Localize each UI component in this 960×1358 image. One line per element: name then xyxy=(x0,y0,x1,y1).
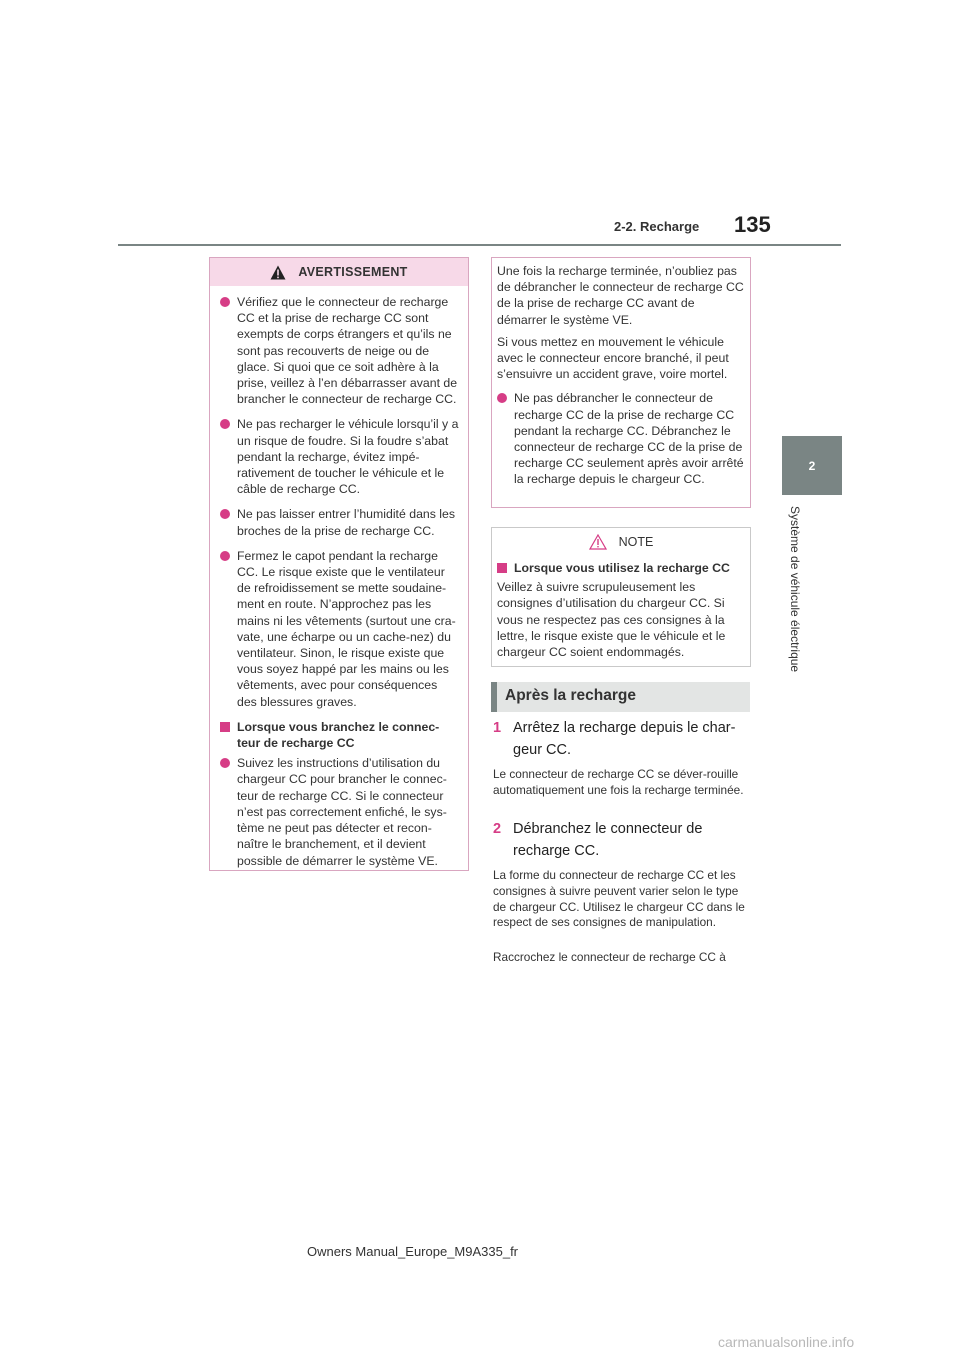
list-item: Ne pas recharger le véhicule lorsqu’il y a un risque de foudre. Si la foudre s’abat pendant la recharge, évitez impé-rativement de toucher le véhicule et le câble de recharge CC. xyxy=(220,416,459,497)
bullet-icon xyxy=(220,297,230,307)
chapter-number: 2 xyxy=(808,458,816,473)
warning-paragraph: Si vous mettez en mouvement le véhicule avec le connecteur encore branché, il peut s’ensuivre un accident grave, voire mortel. xyxy=(497,334,729,382)
header-rule xyxy=(118,244,841,246)
step-text: Arrêtez la recharge depuis le char- xyxy=(513,720,736,736)
note-header xyxy=(492,528,750,556)
bullet-icon xyxy=(497,393,507,403)
bullet-icon xyxy=(220,419,230,429)
step-text: recharge CC. xyxy=(513,843,600,859)
step-text: Débranchez le connecteur de xyxy=(513,821,703,837)
step-description: La forme du connecteur de recharge CC et les consignes à suivre peuvent varier selon le type de chargeur CC. Utilisez le chargeur CC dans le respect de ses consignes de manipulation. xyxy=(493,868,745,930)
section-heading xyxy=(491,682,750,712)
step-2 xyxy=(493,819,753,862)
list-item: Ne pas débrancher le connecteur de recharge CC de la prise de recharge CC pendant la recharge CC. Débranchez le connecteur de recharge CC de la prise de recharge CC seulement après avoir arrêté la recharge depuis le chargeur CC. xyxy=(497,390,744,487)
section-heading-bar xyxy=(491,682,497,712)
list-item: Suivez les instructions d’utilisation du chargeur CC pour brancher le connec-teur de recharge CC. Si le connecteur n’est pas correctement enfiché, le sys-tème ne peut pas détecter et recon-naître le branchement, et il devient possible de démarrer le système VE. xyxy=(220,755,459,868)
step-1 xyxy=(493,718,753,761)
note-text: Veillez à suivre scrupuleusement les consignes d’utilisation du chargeur CC. Si vous ne respectez pas ces consignes à la lettre, le risque existe que le véhicule et le chargeur CC soient endommagés. xyxy=(497,580,726,660)
warning-title: AVERTISSEMENT xyxy=(298,265,408,279)
warning-header xyxy=(210,258,468,286)
note-title: NOTE xyxy=(618,534,654,549)
square-bullet-icon xyxy=(497,563,507,573)
page-number: 135 xyxy=(734,212,771,237)
square-bullet-icon xyxy=(220,722,230,732)
warning-triangle-icon xyxy=(270,265,286,280)
list-item: Vérifiez que le connecteur de recharge CC et la prise de recharge CC sont exempts de corps étrangers et qu’ils ne sont pas recouverts de neige ou de glace. Si quoi que ce soit adhère à la prise, veillez à l’en débarrasser avant de brancher le connecteur de recharge CC. xyxy=(220,294,459,407)
bullet-icon xyxy=(220,758,230,768)
step-description: Le connecteur de recharge CC se déver-rouille automatiquement une fois la recharge terminée. xyxy=(493,767,744,797)
warning-box xyxy=(209,257,469,871)
chapter-title-text: Système de véhicule électrique xyxy=(788,506,802,673)
list-item: Fermez le capot pendant la recharge CC. Le risque existe que le ventilateur de refroidissement se mette soudaine-ment en route. N’approchez pas les mains ni les vêtements (surtout une cra-vate, une écharpe ou un cache-nez) du ventilateur. Sinon, le risque existe que vous soyez happé par les mains ou les vêtements, avec pour conséquences des blessures graves. xyxy=(220,548,459,710)
chapter-title xyxy=(788,506,802,696)
caution-triangle-icon xyxy=(589,534,607,550)
watermark: carmanualsonline.info xyxy=(718,1334,855,1350)
warning-subheading: Lorsque vous branchez le connec-teur de recharge CC xyxy=(220,719,459,751)
bullet-icon xyxy=(220,509,230,519)
step-number: 2 xyxy=(493,821,502,837)
warning-continued-box xyxy=(491,257,751,508)
note-subheading: Lorsque vous utilisez la recharge CC xyxy=(497,560,744,576)
step-number: 1 xyxy=(493,720,502,736)
list-item: Ne pas laisser entrer l’humidité dans les broches de la prise de recharge CC. xyxy=(220,506,459,538)
note-box xyxy=(491,527,751,667)
chapter-tab[interactable] xyxy=(782,436,842,495)
step-description: Raccrochez le connecteur de recharge CC à xyxy=(493,950,726,964)
bullet-icon xyxy=(220,551,230,561)
step-text: geur CC. xyxy=(513,742,572,758)
section-label: 2-2. Recharge xyxy=(614,219,700,234)
section-title: Après la recharge xyxy=(505,687,636,704)
footer-manual-name: Owners Manual_Europe_M9A335_fr xyxy=(307,1244,519,1259)
warning-paragraph: Une fois la recharge terminée, n’oubliez pas de débrancher le connecteur de recharge CC de la prise de recharge CC avant de démarrer le système VE. xyxy=(497,264,744,327)
